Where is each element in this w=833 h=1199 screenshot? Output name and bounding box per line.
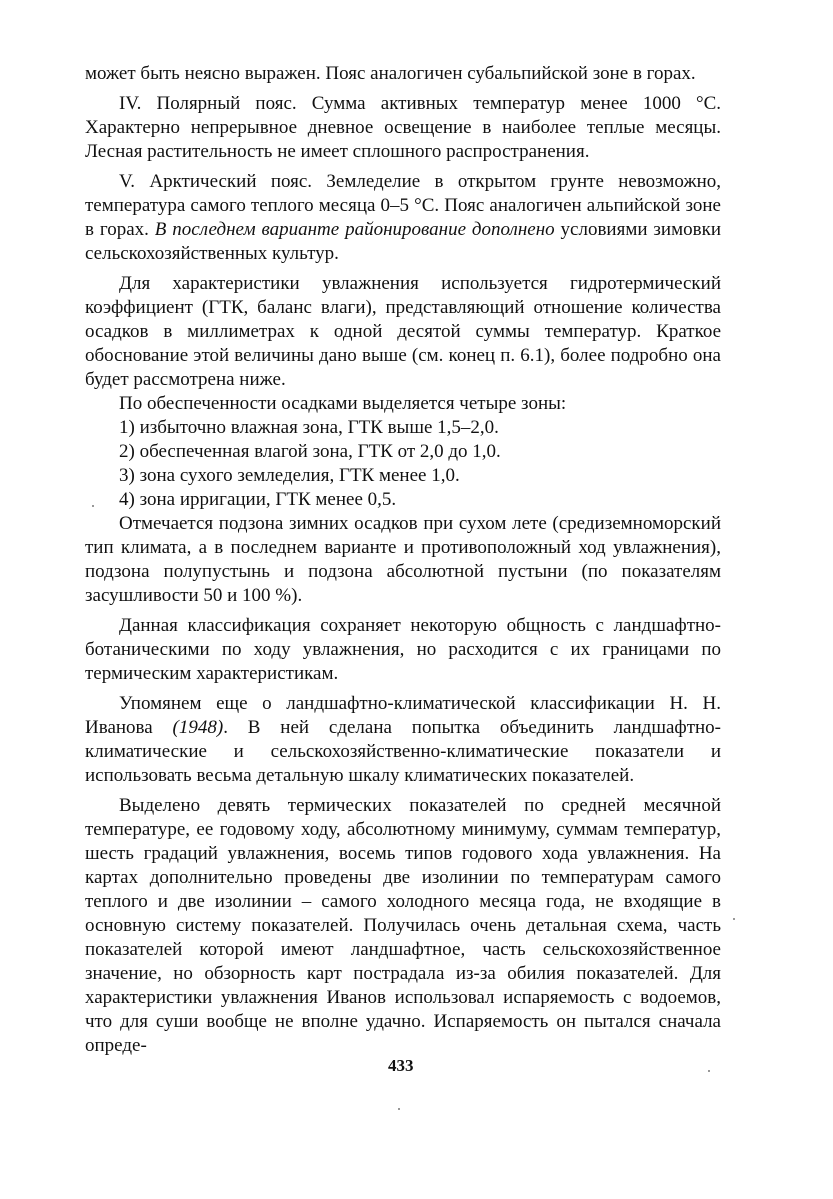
paragraph-subalpine: может быть неясно выражен. Пояс аналогичен субальпийской зоне в горах. xyxy=(85,63,696,84)
list-item-zone-1: 1) избыточно влажная зона, ГТК выше 1,5–2,0. xyxy=(119,417,499,438)
paragraph-humidity-coefficient: Для характеристики увлажнения используется гидротермический коэффициент (ГТК, баланс влаги), представляющий отношение количества осадков в миллиметрах к одной десятой суммы температур. Краткое обоснование этой величины дано выше (см. конец п. 6.1), более подробно она будет рассмотрена ниже. xyxy=(85,273,721,390)
ivanov-year: (1948) xyxy=(172,717,224,738)
page-number: 433 xyxy=(388,1056,414,1075)
arctic-belt-text: V. Арктический пояс. Земледелие в открытом грунте невозможно, температура самого теплого месяца 0–5 °С. Пояс аналогичен альпийской зоне в горах. xyxy=(85,171,721,240)
list-item-zone-2: 2) обеспеченная влагой зона, ГТК от 2,0 до 1,0. xyxy=(119,441,501,462)
arctic-belt-text-end: условиями зимовки сельскохозяйственных культур. xyxy=(85,219,721,264)
paragraph-arctic-belt xyxy=(85,170,721,266)
arctic-belt-italic-text: В последнем варианте районирование дополнено xyxy=(154,219,555,240)
scan-speck xyxy=(92,505,94,507)
scan-speck xyxy=(733,918,735,920)
paragraph-subzones: Отмечается подзона зимних осадков при сухом лете (средиземноморский тип климата, а в последнем варианте и противоположный ход увлажнения), подзона полупустынь и подзона абсолютной пустыни (по показателям засушливости 50 и 100 %). xyxy=(85,513,721,606)
page-body xyxy=(85,62,721,1064)
ivanov-text-end: . В ней сделана попытка объединить ландшафтно-климатические и сельскохозяйственно-климатические показатели и использовать весьма детальную шкалу климатических показателей. xyxy=(85,717,721,786)
paragraph-polar-belt: IV. Полярный пояс. Сумма активных температур менее 1000 °С. Характерно непрерывное дневное освещение в наиболее теплые месяцы. Лесная растительность не имеет сплошного распространения. xyxy=(85,93,721,162)
paragraph-thermal-indicators: Выделено девять термических показателей по средней месячной температуре, ее годовому ходу, абсолютному минимуму, суммам температур, шесть градаций увлажнения, восемь типов годового хода увлажнения. На картах дополнительно проведены две изолинии по температурам самого теплого и две изолинии – самого холодного месяца года, не входящие в основную систему показателей. Получилась очень детальная схема, часть показателей которой имеют ландшафтное, часть сельскохозяйственное значение, но обзорность карт пострадала из-за обилия показателей. Для характеристики увлажнения Иванов использовал испаряемость с водоемов, что для суши вообще не вполне удачно. Испаряемость он пытался сначала опреде- xyxy=(85,795,721,1056)
paragraph-ivanov-classification xyxy=(85,692,721,788)
scan-speck xyxy=(708,1070,710,1072)
paragraph-classification-comparison: Данная классификация сохраняет некоторую общность с ландшафтно-ботаническими по ходу увлажнения, но расходится с их границами по термическим характеристикам. xyxy=(85,615,721,684)
list-item-zone-3: 3) зона сухого земледелия, ГТК менее 1,0. xyxy=(119,465,460,486)
list-item-zone-4: 4) зона ирригации, ГТК менее 0,5. xyxy=(119,489,397,510)
paragraph-zones-intro: По обеспеченности осадками выделяется четыре зоны: xyxy=(119,393,567,414)
ivanov-text: Упомянем еще о ландшафтно-климатической классификации Н. Н. Иванова xyxy=(85,693,721,738)
scan-speck xyxy=(398,1108,400,1110)
